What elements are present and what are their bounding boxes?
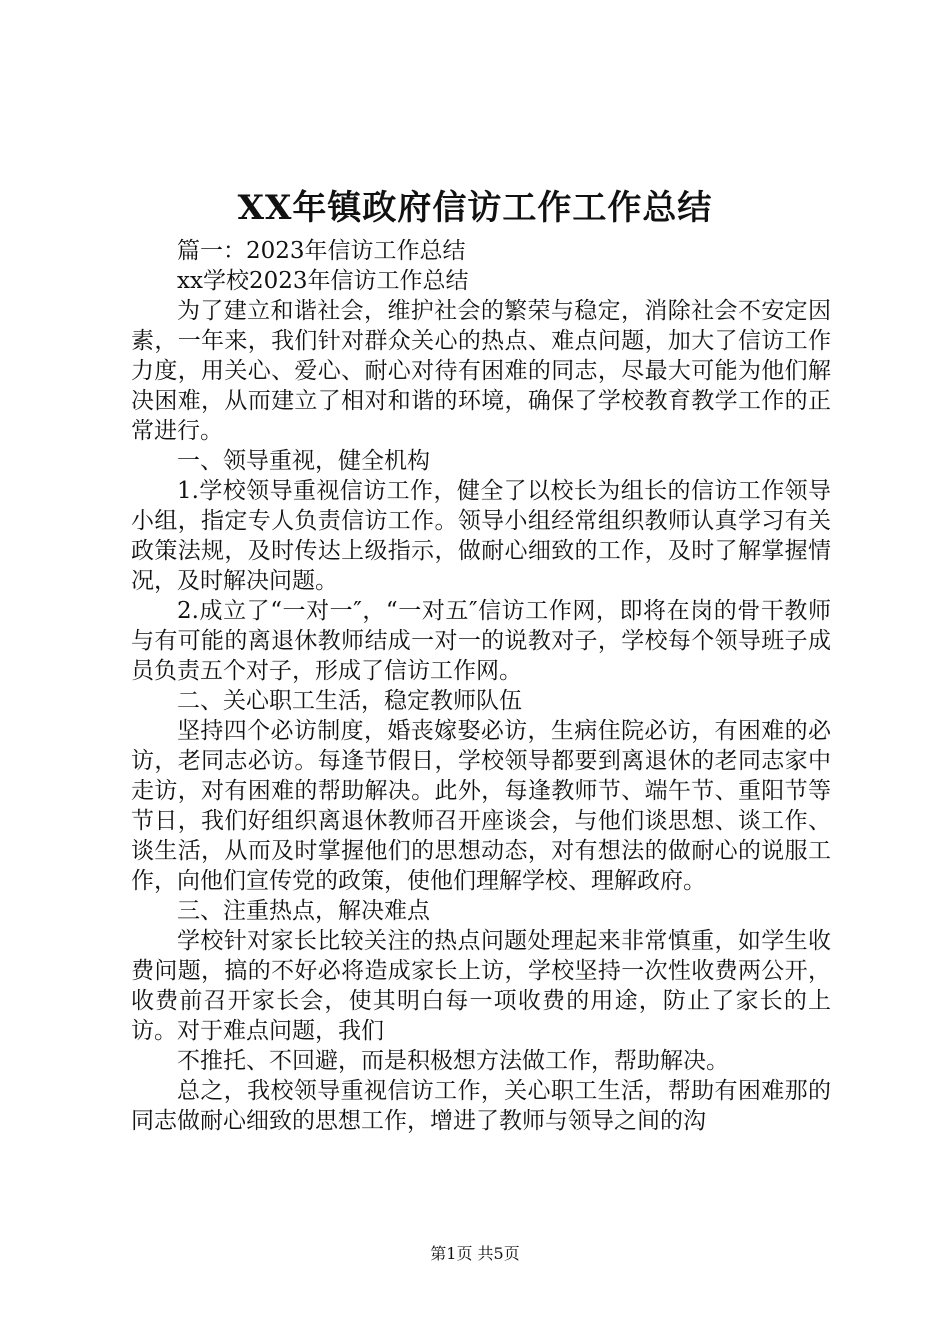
document-title: XX年镇政府信访工作工作总结 (237, 188, 713, 228)
section-heading: 二、关心职工生活，稳定教师队伍 (177, 688, 522, 714)
section-heading: 篇一：2023年信访工作总结 (177, 238, 466, 264)
section-heading: 三、注重热点，解决难点 (177, 898, 430, 924)
paragraph: 总之，我校领导重视信访工作，关心职工生活，帮助有困难那的同志做耐心细致的思想工作，增进了教师与领导之间的沟 (131, 1078, 831, 1134)
paragraph: 学校针对家长比较关注的热点问题处理起来非常慎重，如学生收费问题，搞的不好必将造成家长上访，学校坚持一次性收费两公开，收费前召开家长会，使其明白每一项收费的用途，防止了家长的上访。对于难点问题，我们 (131, 928, 831, 1044)
paragraph: 1.学校领导重视信访工作，健全了以校长为组长的信访工作领导小组，指定专人负责信访工作。领导小组经常组织教师认真学习有关政策法规，及时传达上级指示，做耐心细致的工作，及时了解掌握情况，及时解决问题。 (131, 478, 831, 594)
section-heading: 一、领导重视，健全机构 (177, 448, 430, 474)
page-indicator: 第1页 共5页 (430, 1244, 520, 1263)
document-body (131, 236, 831, 1136)
paragraph: 2.成立了“一对一″，“一对五″信访工作网，即将在岗的骨干教师与有可能的离退休教师结成一对一的说教对子，学校每个领导班子成员负责五个对子，形成了信访工作网。 (131, 598, 831, 684)
paragraph: 不推托、不回避，而是积极想方法做工作，帮助解决。 (177, 1048, 729, 1074)
paragraph: 为了建立和谐社会，维护社会的繁荣与稳定，消除社会不安定因素，一年来，我们针对群众关心的热点、难点问题，加大了信访工作力度，用关心、爱心、耐心对待有困难的同志，尽最大可能为他们解决困难，从而建立了相对和谐的环境，确保了学校教育教学工作的正常进行。 (131, 298, 831, 444)
sub-heading: xx学校2023年信访工作总结 (177, 268, 469, 294)
paragraph: 坚持四个必访制度，婚丧嫁娶必访，生病住院必访，有困难的必访，老同志必访。每逢节假日，学校领导都要到离退休的老同志家中走访，对有困难的帮助解决。此外，每逢教师节、端午节、重阳节等节日，我们好组织离退休教师召开座谈会，与他们谈思想、谈工作、谈生活，从而及时掌握他们的思想动态，对有想法的做耐心的说服工作，向他们宣传党的政策，使他们理解学校、理解政府。 (131, 718, 831, 894)
